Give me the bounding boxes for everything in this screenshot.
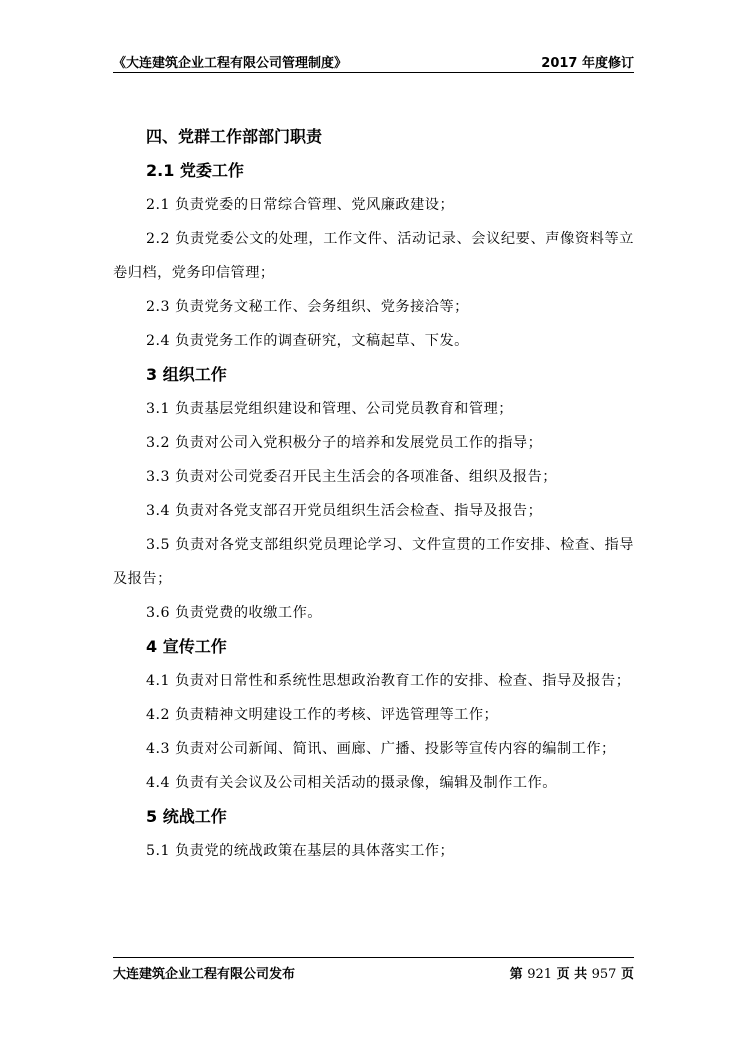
list-item: 3.6 负责党费的收缴工作。 <box>146 605 322 621</box>
page-number <box>510 963 634 982</box>
list-item: 3.4 负责对各党支部召开党员组织生活会检查、指导及报告； <box>146 503 543 519</box>
list-item: 5.1 负责党的统战政策在基层的具体落实工作； <box>146 843 455 859</box>
page-header <box>113 50 634 72</box>
list-item: 4.4 负责有关会议及公司相关活动的摄录像，编辑及制作工作。 <box>146 775 557 791</box>
list-item: 2.4 负责党务工作的调查研究，文稿起草、下发。 <box>146 333 469 349</box>
list-item: 3.5 负责对各党支部组织党员理论学习、文件宣贯的工作安排、检查、指导及报告； <box>113 537 634 587</box>
header-title: 《大连建筑企业工程有限公司管理制度》 <box>113 56 348 71</box>
list-item: 4.1 负责对日常性和系统性思想政治教育工作的安排、检查、指导及报告； <box>146 673 631 689</box>
page-suffix: 页 <box>620 967 634 982</box>
section-heading: 3 组织工作 <box>146 365 227 384</box>
page-mid: 页 共 <box>556 967 588 982</box>
section-heading: 4 宣传工作 <box>146 637 227 656</box>
page-total: 957 <box>591 967 617 982</box>
section-heading: 2.1 党委工作 <box>146 161 244 180</box>
list-item: 3.1 负责基层党组织建设和管理、公司党员教育和管理； <box>146 401 513 417</box>
section-heading: 5 统战工作 <box>146 807 227 826</box>
page-prefix: 第 <box>509 967 523 982</box>
page-current: 921 <box>527 967 553 982</box>
list-item: 4.2 负责精神文明建设工作的考核、评选管理等工作； <box>146 707 499 723</box>
page-footer <box>113 960 634 980</box>
chapter-title: 四、党群工作部部门职责 <box>146 127 323 146</box>
page-content <box>113 120 634 868</box>
header-rule <box>113 72 634 73</box>
list-item: 2.1 负责党委的日常综合管理、党风廉政建设； <box>146 197 455 213</box>
list-item: 2.2 负责党委公文的处理，工作文件、活动记录、会议纪要、声像资料等立卷归档，党务印信管理； <box>113 231 634 281</box>
footer-rule <box>113 957 634 958</box>
list-item: 4.3 负责对公司新闻、简讯、画廊、广播、投影等宣传内容的编制工作； <box>146 741 616 757</box>
list-item: 2.3 负责党务文秘工作、会务组织、党务接洽等； <box>146 299 469 315</box>
footer-publisher: 大连建筑企业工程有限公司发布 <box>113 967 296 982</box>
header-revision: 2017 年度修订 <box>541 56 634 71</box>
list-item: 3.2 负责对公司入党积极分子的培养和发展党员工作的指导； <box>146 435 543 451</box>
list-item: 3.3 负责对公司党委召开民主生活会的各项准备、组织及报告； <box>146 469 557 485</box>
